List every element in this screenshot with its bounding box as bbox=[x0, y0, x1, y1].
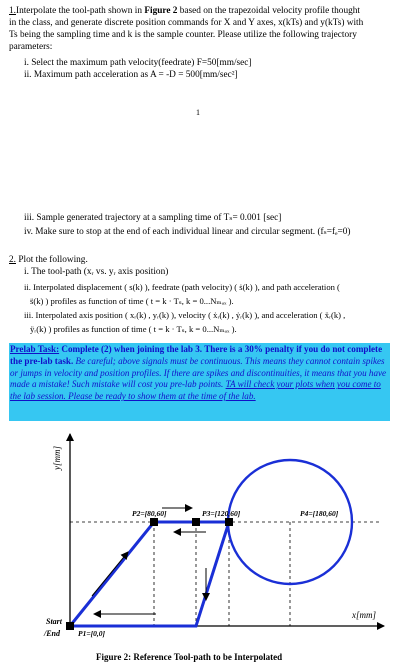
prelab-lead: Complete (2) when joining the lab 3. There is a 30% penalty if you do not complete the pre-lab task. bbox=[10, 344, 383, 366]
p3-label: P3=[120,60] bbox=[202, 509, 241, 518]
direction-arrow-up bbox=[92, 552, 128, 596]
q2-item-iii-a: iii. Interpolated axis position ( xᵣ(k) , yᵣ(k) ), velocity ( ẋᵣ(k) , ẏᵣ(k) ), and acceleration ( ẍᵣ(k) , bbox=[24, 310, 346, 320]
q1-line1: 1.Interpolate the tool-path shown in Figure 2 based on the trapezoidal velocity profile thought bbox=[9, 6, 360, 16]
p1-label: P1=[0,0] bbox=[78, 629, 105, 638]
q2-number: 2. bbox=[9, 255, 16, 265]
y-axis-label: y[mm] bbox=[52, 446, 62, 470]
q1-number: 1. bbox=[9, 6, 16, 16]
page-number: 1 bbox=[196, 108, 200, 117]
p2-label: P2=[80,60] bbox=[132, 509, 167, 518]
prelab-ta-note: TA will check your plots when you come to the lab session. Please be ready to show them at the time of the lab. bbox=[10, 379, 381, 402]
figure-caption: Figure 2: Reference Tool-path to be Interpolated bbox=[96, 652, 283, 662]
q1-line4: parameters: bbox=[9, 42, 53, 52]
param-iv: iv. Make sure to stop at the end of each individual linear and circular segment. (fₛ=fₑ=0) bbox=[24, 227, 351, 237]
q2-intro: 2. Plot the following. bbox=[9, 255, 88, 265]
prelab-box bbox=[9, 343, 390, 421]
p1-marker bbox=[66, 622, 74, 630]
linear-path bbox=[70, 522, 229, 626]
q2-item-ii-a: ii. Interpolated displacement ( s(k) ), feedrate (path velocity) ( ṡ(k) ), and path acceleration ( bbox=[24, 282, 340, 292]
param-iii: iii. Sample generated trajectory at a sampling time of Tₛ= 0.001 [sec] bbox=[24, 213, 282, 223]
start-label: Start bbox=[46, 617, 63, 626]
p4-label: P4=[180,60] bbox=[300, 509, 339, 518]
end-label: /End bbox=[44, 629, 61, 638]
param-ii: ii. Maximum path acceleration as A = -D = 500[mm/sec²] bbox=[24, 70, 238, 80]
param-i: i. Select the maximum path velocity(feedrate) F=50[mm/sec] bbox=[24, 58, 252, 68]
q2-item-i: i. The tool-path (xᵣ vs. yᵣ axis position) bbox=[24, 267, 169, 277]
q1-line3: Ts being the sampling time and k is the sample counter. Please utilize the following trajectory bbox=[9, 30, 357, 40]
p3-marker bbox=[192, 518, 200, 526]
p2-marker bbox=[150, 518, 158, 526]
prelab-label: Prelab Task: bbox=[10, 344, 60, 354]
x-axis-label: x[mm] bbox=[352, 610, 376, 620]
toolpath-figure bbox=[0, 428, 411, 652]
p4-marker bbox=[225, 518, 233, 526]
prelab-body: Be careful; above signals must be continuous. This means they cannot contain spikes or jumps in velocity and position profiles. If there are spikes and discontinuities, it means that you have made a mistake! Such mistake will cost you pre-lab points. TA will check your plots when you come to the lab session. Please be ready to show them at the time of the lab. bbox=[10, 355, 387, 402]
q2-item-iii-b: ÿᵣ(k) ) profiles as function of time ( t = k · Tₛ, k = 0...Nₘₐₓ ). bbox=[30, 324, 237, 334]
q1-line2: in the class, and generate discrete position commands for X and Y axes, x(kTs) and y(kTs) with bbox=[9, 18, 364, 28]
q2-item-ii-b: s̈(k) ) profiles as function of time ( t = k · Tₛ, k = 0...Nₘₐₓ ). bbox=[30, 296, 234, 306]
